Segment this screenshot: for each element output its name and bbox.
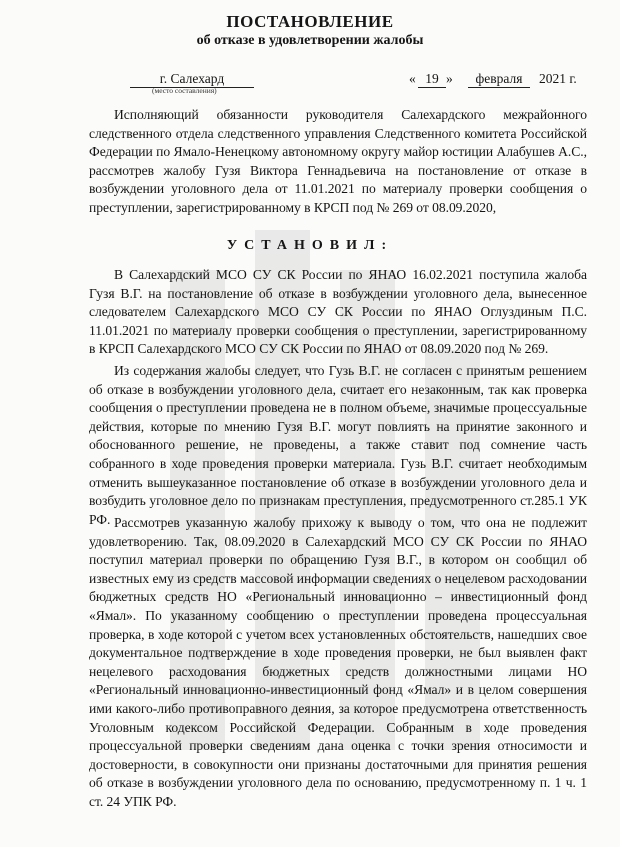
date-month-underline [468,87,530,88]
section-heading: УСТАНОВИЛ: [226,238,394,253]
date-year: 2021 г. [539,71,577,86]
date-close-quote: » [446,71,453,86]
body-paragraph: Рассмотрев указанную жалобу прихожу к выводу о том, что она не подлежит удовлетворению. Так, 08.09.2020 в Салехардский МСО СУ СК России по ЯНАО поступил материал проверки по обращению Гузя В.Г., в котором он сообщил об известных ему из средств массовой информации сведениях о нецелевом расходовании бюджетных средств НО «Региональный инновационно – инвестиционный фонд «Ямал». По указанному сообщению о преступлении проведена процессуальная проверка, в ходе которой с учетом всех установленных обстоятельств, нашедших свое документальное подтверждение в ходе проведения проверки, не был выявлен факт нецелевого расходования бюджетных средств должностными лицами НО «Региональный инновационно-инвестиционный фонд «Ямал» и в целом совершения ими какого-либо противоправного деяния, за которое предусмотрена ответственность Уголовным кодексом Российской Федерации. Собранным в ходе проведения процессуальной проверки сведениям дана оценка с точки зрения относимости и достоверности, в совокупности они признаны достаточными для принятия решения об отказе в возбуждении уголовного дела по основанию, предусмотренному п. 1 ч. 1 ст. 24 УПК РФ. [89,515,587,809]
place-note: (место составления) [152,86,217,95]
date-open-quote: « [409,71,416,86]
body-paragraph: Из содержания жалобы следует, что Гузь В.Г. не согласен с принятым решением об отказе в возбуждении уголовного дела, считает его незаконным, так как проверка сообщения о преступлении проведена не в полном объеме, значимые процессуальные действия, которые по мнению Гузя В.Г. могут повлиять на принятие законного и обоснованного решение, не проведены, а также ставит под сомнение часть собранного в ходе проведения проверки материала. Гузь В.Г. считает необходимым отменить вышеуказанное постановление об отказе в возбуждении уголовного дела и возбудить уголовное дело по признакам преступления, предусмотренного ст.285.1 УК РФ. [89,363,587,527]
date-day-underline [418,87,446,88]
date-month: февраля [475,71,523,86]
intro-paragraph: Исполняющий обязанности руководителя Салехардского межрайонного следственного отдела следственного управления Следственного комитета Российской Федерации по Ямало-Ненецкому автономному округу майор юстиции Алабушев А.С., рассмотрев жалобу Гузя Виктора Геннадьевича на постановление от отказе в возбуждении уголовного дела от 11.01.2021 по материалу проверки сообщения о преступлении, зарегистрированному в КРСП под № 269 от 08.09.2020, [89,107,587,215]
place-city: г. Салехард [159,71,225,86]
document-subtitle: об отказе в удовлетворении жалобы [196,33,424,48]
body-paragraph: В Салехардский МСО СУ СК России по ЯНАО 16.02.2021 поступила жалоба Гузя В.Г. на постановление об отказе в возбуждении уголовного дела, вынесенное следователем Салехардского МСО СУ СК России по ЯНАО Оглуздиным П.С. 11.01.2021 по материалу проверки сообщения о преступлении, зарегистрированному в КРСП Салехардского МСО СУ СК России по ЯНАО от 08.09.2020 под № 269. [89,267,587,357]
date-day: 19 [425,71,439,86]
document-title: ПОСТАНОВЛЕНИЕ [226,12,394,31]
